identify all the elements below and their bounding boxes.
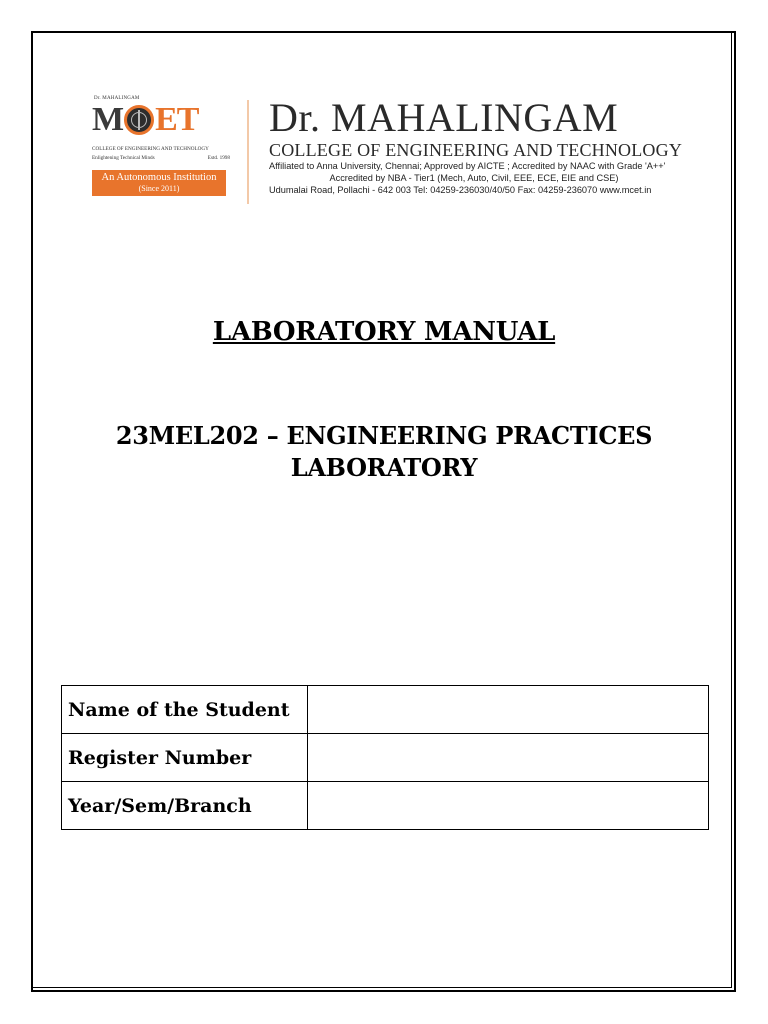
globe-icon <box>124 105 154 135</box>
institution-name: Dr. MAHALINGAM <box>269 95 619 140</box>
logo-college-line: COLLEGE OF ENGINEERING AND TECHNOLOGY <box>92 146 209 152</box>
course-title-line1: 23MEL202 – ENGINEERING PRACTICES <box>115 421 653 450</box>
page-border-inner-right <box>731 33 732 988</box>
logo-wordmark-right: ET <box>155 101 199 138</box>
table-row <box>62 782 709 830</box>
course-title-line2: LABORATORY <box>290 453 478 482</box>
college-logo <box>90 96 235 200</box>
logo-wordmark-left: M <box>92 101 124 138</box>
course-title <box>0 420 768 484</box>
register-number-label: Register Number <box>62 734 308 782</box>
register-number-field <box>308 734 709 782</box>
table-row <box>62 734 709 782</box>
student-name-field <box>308 686 709 734</box>
institution-details <box>269 96 689 196</box>
header-divider <box>247 100 249 204</box>
student-info-table <box>61 685 709 830</box>
table-row <box>62 686 709 734</box>
year-sem-branch-label: Year/Sem/Branch <box>62 782 308 830</box>
logo-tagline: Enlightening Technical Minds <box>92 155 155 161</box>
accreditation-line: Accredited by NBA - Tier1 (Mech, Auto, Civil, EEE, ECE, EIE and CSE) <box>329 173 619 183</box>
student-name-label: Name of the Student <box>62 686 308 734</box>
college-header <box>90 96 690 206</box>
autonomous-badge-line1: An Autonomous Institution <box>101 172 217 183</box>
page-title: LABORATORY MANUAL <box>212 317 556 347</box>
page-border-inner-bottom <box>33 987 732 988</box>
address-line: Udumalai Road, Pollachi - 642 003 Tel: 04259-236030/40/50 Fax: 04259-236070 www.mcet.in <box>269 185 652 195</box>
logo-tagline-row <box>92 155 230 161</box>
logo-established: Estd. 1998 <box>207 155 230 161</box>
logo-small-caption: Dr. MAHALINGAM <box>94 96 140 101</box>
autonomous-badge-line2: (Since 2011) <box>138 184 180 193</box>
institution-subtitle: COLLEGE OF ENGINEERING AND TECHNOLOGY <box>269 140 683 160</box>
affiliation-line: Affiliated to Anna University, Chennai; Approved by AICTE ; Accredited by NAAC with Grade 'A++' <box>269 161 666 171</box>
logo-wordmark <box>92 102 198 138</box>
autonomous-badge <box>92 170 226 196</box>
year-sem-branch-field <box>308 782 709 830</box>
